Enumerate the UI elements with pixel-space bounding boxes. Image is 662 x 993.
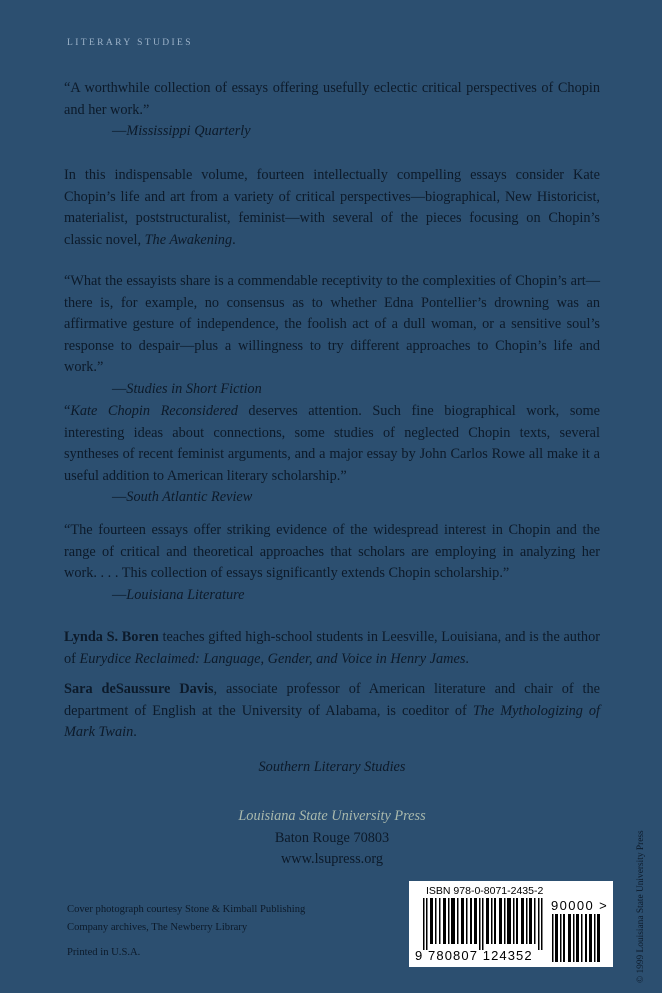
quote-attribution: —Louisiana Literature	[112, 586, 245, 603]
quote-text: “What the essayists share is a commendable receptivity to the complexities of Chopin’s art—there is, for example, no consensus as to whether Edna Pontellier’s drowning was an affirmative gesture of independence, the foolish act of a dull woman, or a sensitive soul’s response to despair—plus a willingness to try different approaches to Chopin’s life and work.”	[64, 273, 600, 376]
quote-mississippi	[64, 78, 600, 143]
ean-barcode-bars	[415, 898, 549, 950]
publisher-city: Baton Rouge 70803	[274, 829, 390, 846]
editor-book-title: The Mythologizing of Mark Twain	[64, 702, 601, 741]
quote-text: “Kate Chopin Reconsidered deserves attention. Such fine biographical work, some interesting ideas about connections, some studies of neglected Chopin texts, several syntheses of recent feminist arguments, and a major essay by John Carlos Rowe all make it a useful addition to American literary scholarship.”	[64, 403, 600, 484]
quote-source: Louisiana Literature	[126, 586, 245, 603]
quote-attribution: —Mississippi Quarterly	[112, 123, 251, 140]
isbn-barcode	[409, 881, 613, 967]
quote-south-atlantic	[64, 401, 600, 509]
quote-source: Mississippi Quarterly	[126, 123, 251, 140]
photo-credit: Cover photograph courtesy Stone & Kimball Publishing Company archives, The Newberry Library	[67, 904, 306, 933]
editor-davis-bio: Sara deSaussure Davis, associate professor of American literature and chair of the department of English at the University of Alabama, is coeditor of The Mythologizing of Mark Twain.	[64, 681, 601, 741]
publisher-name: Louisiana State University Press	[238, 808, 426, 824]
publisher-block	[64, 806, 600, 871]
addon-barcode-bars	[552, 914, 604, 962]
quote-text: “A worthwhile collection of essays offering usefully eclectic critical perspectives of Chopin and her work.”	[64, 80, 600, 118]
quote-short-fiction	[64, 271, 600, 401]
description-text: In this indispensable volume, fourteen intellectually compelling essays consider Kate Chopin’s life and art from a variety of critical perspectives—biographical, New Historicist, materialist, poststructuralist, feminist—with several of the pieces focusing on Chopin’s classic novel, The Awakening.	[64, 167, 600, 248]
price-addon-number: 90000 >	[551, 898, 609, 913]
quote-louisiana-literature	[64, 520, 600, 606]
quote-source: South Atlantic Review	[126, 489, 253, 506]
book-description	[64, 165, 600, 251]
quote-text: “The fourteen essays offer striking evidence of the widespread interest in Chopin and the range of critical and theoretical approaches that scholars are employing in analyzing her work. . . . This collection of essays significantly extends Chopin scholarship.”	[64, 522, 600, 582]
book-title-awakening: The Awakening	[144, 231, 233, 248]
series-label: LITERARY STUDIES	[67, 38, 193, 48]
isbn-label: ISBN 978-0-8071-2435-2	[426, 885, 544, 897]
publisher-url: www.lsupress.org	[280, 851, 384, 868]
editor-name: Lynda S. Boren	[64, 629, 159, 645]
quote-attribution: —Studies in Short Fiction	[112, 380, 262, 397]
ean-number: 9 780807 124352	[415, 948, 533, 963]
quote-source: Studies in Short Fiction	[126, 380, 262, 397]
copyright-notice: © 1999 Louisiana State University Press	[636, 830, 646, 983]
book-title-reconsidered: Kate Chopin Reconsidered	[70, 403, 238, 419]
editor-boren-bio: Lynda S. Boren teaches gifted high-school students in Leesville, Louisiana, and is the author of Eurydice Reclaimed: Language, Gender, and Voice in Henry James.	[64, 629, 600, 667]
series-name: Southern Literary Studies	[258, 759, 406, 775]
editor-name: Sara deSaussure Davis	[64, 681, 214, 697]
quote-attribution: —South Atlantic Review	[112, 489, 253, 506]
editor-book-title: Eurydice Reclaimed: Language, Gender, and Voice in Henry James	[79, 650, 466, 667]
printed-in: Printed in U.S.A.	[67, 947, 141, 958]
